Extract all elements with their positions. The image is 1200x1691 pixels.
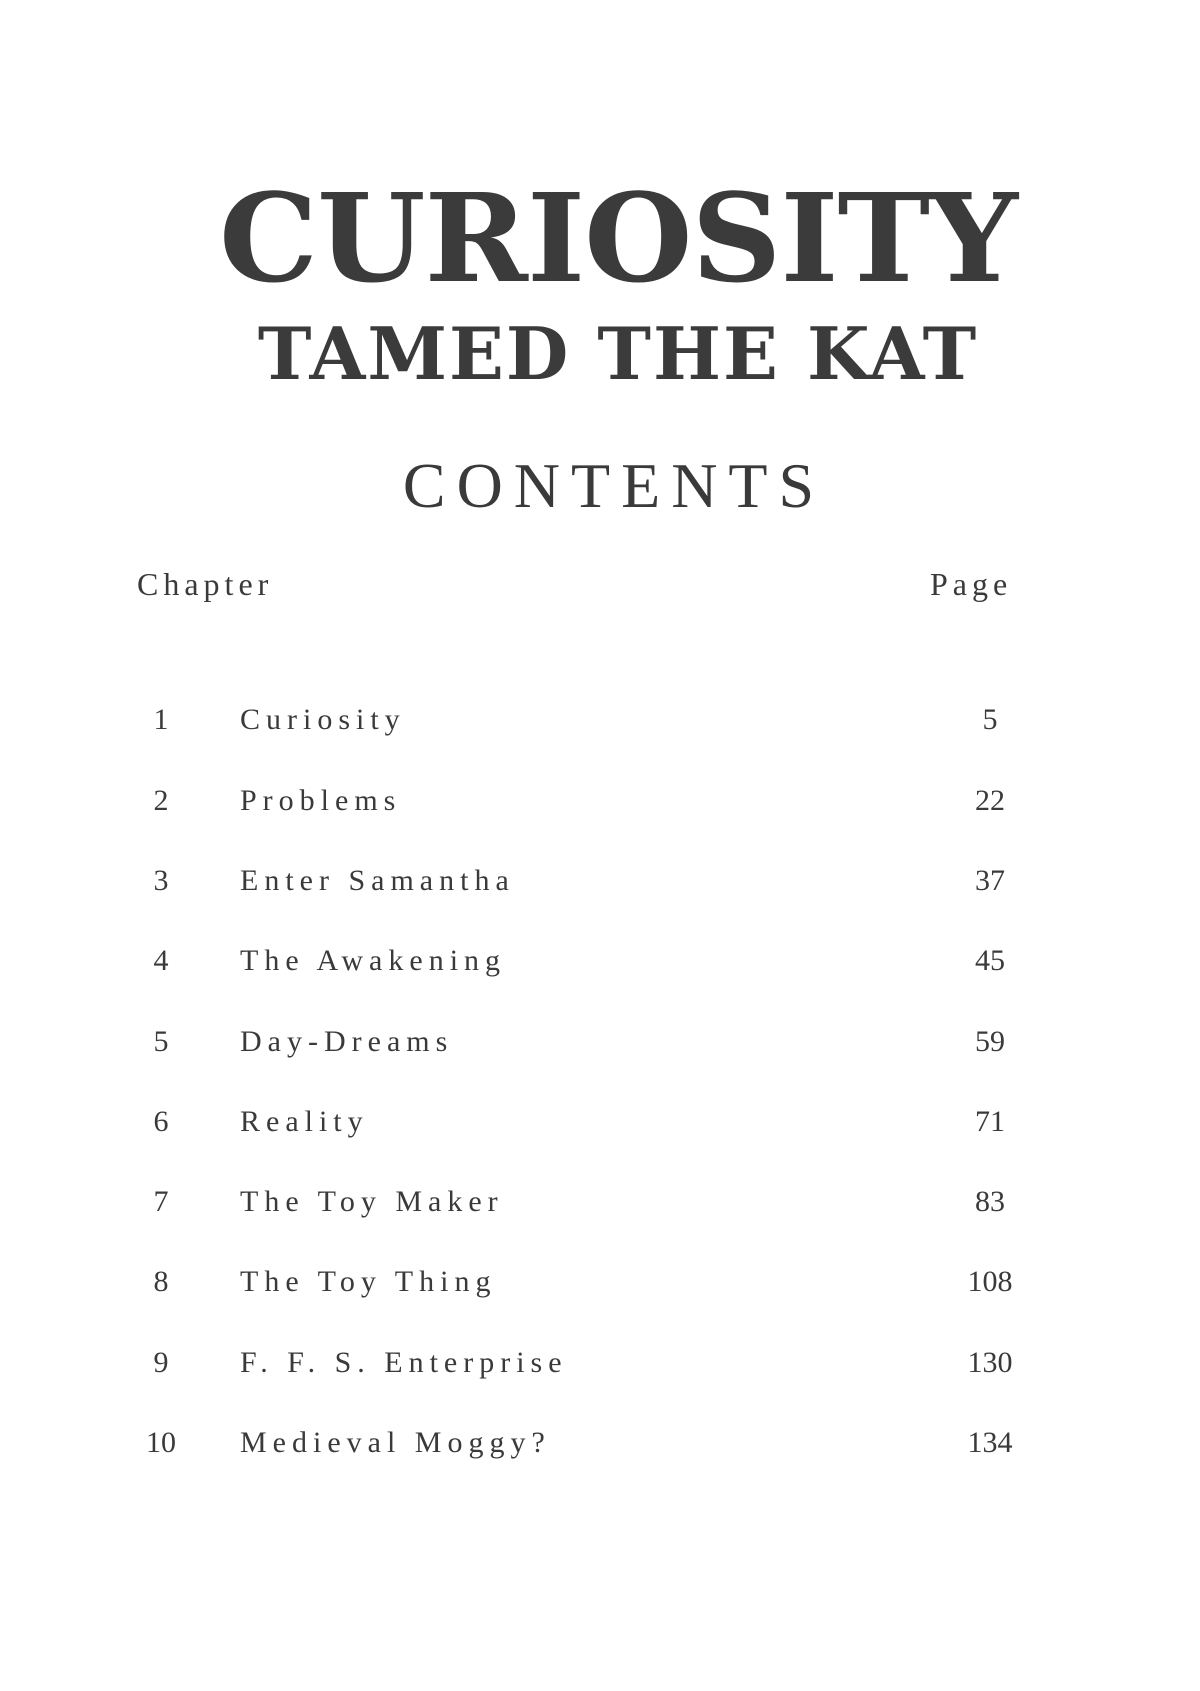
toc-row <box>0 941 1200 1001</box>
contents-heading: CONTENTS <box>402 450 826 521</box>
chapter-page: 108 <box>967 1265 1013 1298</box>
chapter-number: 8 <box>153 1265 169 1298</box>
toc-row <box>0 1423 1200 1483</box>
chapter-number: 4 <box>153 944 169 977</box>
toc-row <box>0 1343 1200 1403</box>
chapter-title: F. F. S. Enterprise <box>240 1346 568 1379</box>
chapter-page: 22 <box>975 784 1005 817</box>
chapter-number: 5 <box>153 1025 169 1058</box>
toc-row <box>0 1262 1200 1322</box>
chapter-page: 83 <box>975 1185 1005 1218</box>
chapter-title: Curiosity <box>240 703 406 736</box>
chapter-title: Reality <box>240 1105 369 1138</box>
chapter-number: 6 <box>153 1105 169 1138</box>
chapter-number: 10 <box>146 1426 176 1459</box>
chapter-number: 7 <box>153 1185 169 1218</box>
chapter-title: The Toy Thing <box>240 1265 497 1298</box>
toc-row <box>0 1022 1200 1082</box>
chapter-title: The Awakening <box>240 944 507 977</box>
chapter-number: 9 <box>153 1346 169 1379</box>
toc-row <box>0 1182 1200 1242</box>
toc-row <box>0 700 1200 760</box>
toc-row <box>0 781 1200 841</box>
chapter-title: The Toy Maker <box>240 1185 504 1218</box>
chapter-number: 1 <box>153 703 169 736</box>
chapter-column-header: Chapter <box>137 566 274 602</box>
chapter-page: 59 <box>975 1025 1005 1058</box>
chapter-title: Day-Dreams <box>240 1025 454 1058</box>
chapter-title: Medieval Moggy? <box>240 1426 551 1459</box>
chapter-page: 71 <box>975 1105 1005 1138</box>
chapter-page: 37 <box>975 864 1005 897</box>
chapter-page: 45 <box>975 944 1005 977</box>
book-title: CURIOSITY <box>219 166 1017 310</box>
chapter-number: 2 <box>153 784 169 817</box>
chapter-page: 134 <box>967 1426 1013 1459</box>
toc-row <box>0 861 1200 921</box>
toc-row <box>0 1102 1200 1162</box>
chapter-page: 5 <box>982 703 998 736</box>
chapter-title: Enter Samantha <box>240 864 515 897</box>
book-subtitle: TAMED THE KAT <box>257 311 979 396</box>
chapter-page: 130 <box>967 1346 1013 1379</box>
chapter-number: 3 <box>153 864 169 897</box>
page-column-header: Page <box>930 566 1013 602</box>
chapter-title: Problems <box>240 784 402 817</box>
